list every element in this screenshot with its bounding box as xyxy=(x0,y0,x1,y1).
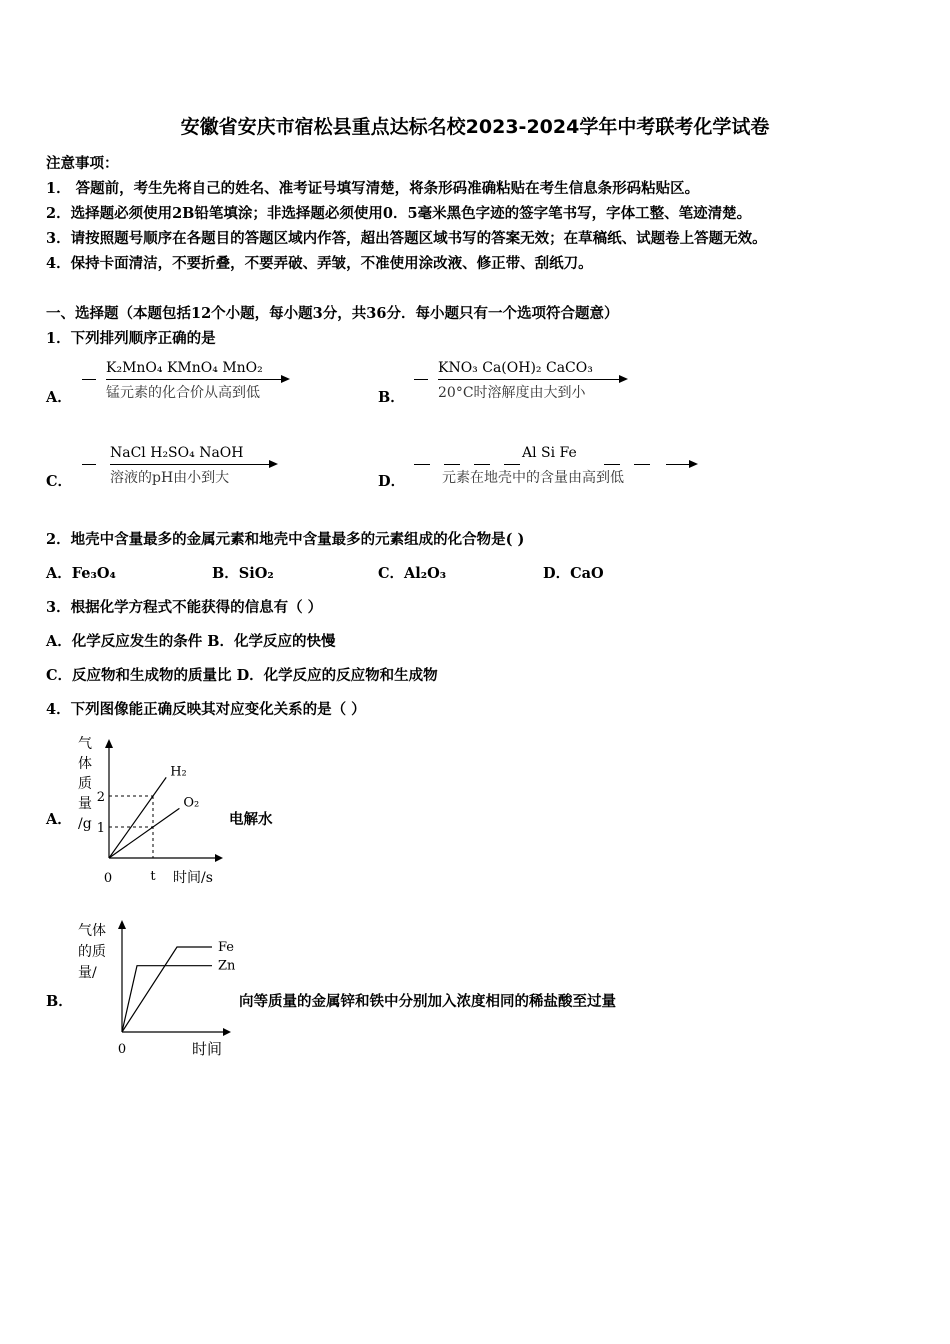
q4-option-b-desc: 向等质量的金属锌和铁中分别加入浓度相同的稀盐酸至过量 xyxy=(239,993,616,1010)
note-item: 3．请按照题号顺序在各题目的答题区域内作答，超出答题区域书写的答案无效；在草稿纸、试题卷上答题无效。 xyxy=(46,230,767,247)
ylabel-line: 的质 xyxy=(78,944,106,960)
q1-a-top: K₂MnO₄ KMnO₄ MnO₂ xyxy=(106,360,263,376)
q4-b-series-fe-line xyxy=(122,947,212,1032)
ylabel-line: 量 xyxy=(78,796,92,812)
ylabel-line: 质 xyxy=(78,776,92,792)
ylabel-line: 体 xyxy=(78,756,92,772)
q4-a-xtick-t: t xyxy=(150,869,156,884)
q1-option-a-sequence xyxy=(82,358,292,408)
q1-option-c-label: C． xyxy=(46,473,73,490)
ylabel-line: /g xyxy=(78,816,92,832)
q1-c-top: NaCl H₂SO₄ NaOH xyxy=(110,445,244,461)
q4-a-ytick-2: 2 xyxy=(96,790,105,805)
q4-b-series-zn-line xyxy=(122,966,212,1032)
ylabel-line: 气 xyxy=(78,736,92,752)
note-item: 1． 答题前，考生先将自己的姓名、准考证号填写清楚，将条形码准确粘贴在考生信息条形码粘贴区。 xyxy=(46,180,700,197)
note-item: 4．保持卡面清洁，不要折叠，不要弄破、弄皱，不准使用涂改液、修正带、刮纸刀。 xyxy=(46,255,593,272)
q4-a-label-h2: H₂ xyxy=(170,764,187,780)
section-heading: 一、选择题（本题包括12个小题，每小题3分，共36分．每小题只有一个选项符合题意） xyxy=(46,305,619,322)
question-2-stem: 2．地壳中含量最多的金属元素和地壳中含量最多的元素组成的化合物是( ) xyxy=(46,531,525,548)
question-1-stem: 1．下列排列顺序正确的是 xyxy=(46,330,216,347)
q1-option-d-label: D． xyxy=(378,473,406,490)
q1-b-bottom: 20°C时溶解度由大到小 xyxy=(438,385,586,401)
q4-a-ytick-1: 1 xyxy=(96,821,105,836)
q4-a-chart xyxy=(70,730,230,890)
q1-option-a-label: A． xyxy=(46,389,72,406)
q4-b-label-zn: Zn xyxy=(218,958,236,974)
q1-d-top: Al Si Fe xyxy=(522,445,577,461)
q4-b-ylabel xyxy=(78,922,106,981)
notes-heading: 注意事项： xyxy=(46,155,119,172)
q1-d-bottom: 元素在地壳中的含量由高到低 xyxy=(442,470,624,486)
q1-c-bottom: 溶液的pH由小到大 xyxy=(110,470,230,486)
q4-a-x-arrow xyxy=(215,854,223,862)
q1-option-b-label: B． xyxy=(378,389,405,406)
q4-option-a-label: A． xyxy=(46,811,72,828)
q4-b-label-fe: Fe xyxy=(218,940,235,955)
q4-b-xlabel: 时间 xyxy=(192,1040,223,1058)
question-4-stem: 4．下列图像能正确反映其对应变化关系的是（ ） xyxy=(46,701,366,718)
q2-option-c: C．Al₂O₃ xyxy=(378,565,447,582)
question-3-stem: 3．根据化学方程式不能获得的信息有（ ） xyxy=(46,599,323,616)
ylabel-line: 量/ xyxy=(78,965,97,981)
q4-a-series-h2-line xyxy=(109,777,166,858)
q1-option-c-sequence xyxy=(82,443,292,493)
q1-option-d-sequence xyxy=(414,443,704,493)
q3-options-row-2: C．反应物和生成物的质量比 D．化学反应的反应物和生成物 xyxy=(46,667,438,684)
q2-option-a: A．Fe₃O₄ xyxy=(46,565,116,582)
q4-a-label-o2: O₂ xyxy=(183,795,200,811)
page-title: 安徽省安庆市宿松县重点达标名校2023-2024学年中考联考化学试卷 xyxy=(180,116,770,138)
q3-options-row-1: A．化学反应发生的条件 B．化学反应的快慢 xyxy=(46,633,336,650)
q2-option-d: D．CaO xyxy=(543,565,604,582)
q4-a-y-arrow xyxy=(105,739,113,748)
q4-b-x-arrow xyxy=(223,1028,231,1036)
q4-a-origin: 0 xyxy=(103,871,113,886)
q4-a-xlabel: 时间/s xyxy=(173,870,213,886)
q4-a-ylabel xyxy=(78,736,92,832)
q4-option-a-desc: 电解水 xyxy=(229,811,273,828)
q4-b-chart xyxy=(70,915,240,1065)
q1-a-bottom: 锰元素的化合价从高到低 xyxy=(106,385,260,401)
q1-option-b-sequence xyxy=(414,358,634,408)
ylabel-line: 气体 xyxy=(78,923,106,939)
q2-option-b: B．SiO₂ xyxy=(212,565,274,582)
q4-b-y-arrow xyxy=(118,920,126,929)
q4-b-origin: 0 xyxy=(117,1042,127,1057)
q4-option-b-label: B． xyxy=(46,993,73,1010)
q4-a-series-o2-line xyxy=(109,808,179,858)
q1-b-top: KNO₃ Ca(OH)₂ CaCO₃ xyxy=(438,360,593,376)
note-item: 2．选择题必须使用2B铅笔填涂；非选择题必须使用0．5毫米黑色字迹的签字笔书写，字体工整、笔迹清楚。 xyxy=(46,205,752,222)
